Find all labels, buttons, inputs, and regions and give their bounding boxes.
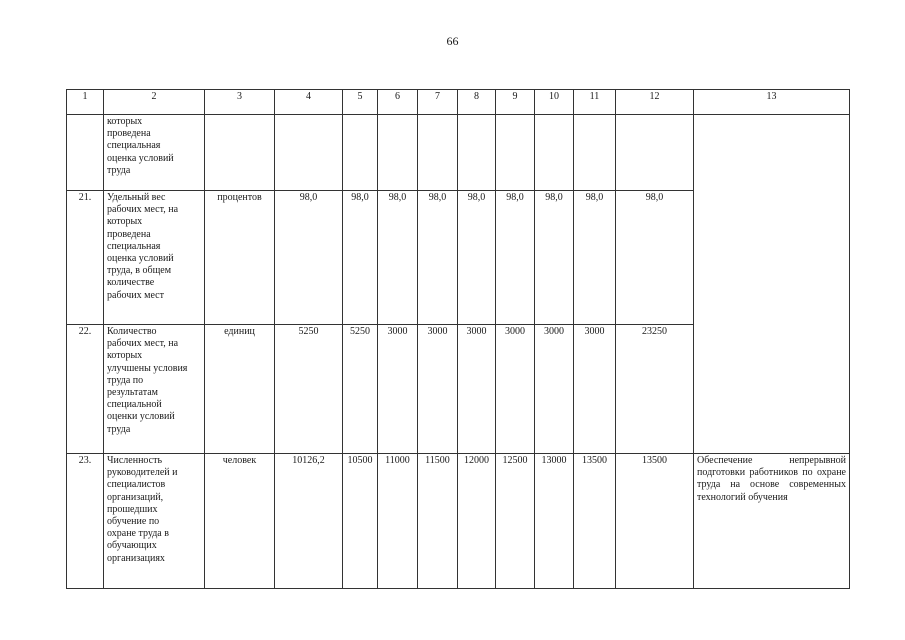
value-cell: 3000 [574,325,616,454]
value-cell: 98,0 [343,191,378,325]
column-header: 5 [343,90,378,115]
value-cell: 3000 [458,325,496,454]
row-number: 22. [67,325,104,454]
value-cell [378,115,418,191]
column-header: 1 [67,90,104,115]
value-cell: 10500 [343,454,378,589]
data-table [66,89,850,589]
value-cell: 98,0 [275,191,343,325]
value-cell: 13000 [535,454,574,589]
value-cell [343,115,378,191]
page-number: 66 [446,34,459,48]
value-cell: 98,0 [458,191,496,325]
table-row [67,115,850,191]
note-cell [694,115,850,454]
value-cell [616,115,694,191]
value-cell: 23250 [616,325,694,454]
table-header-row [67,90,850,115]
unit-cell [205,115,275,191]
row-number: 23. [67,454,104,589]
value-cell [535,115,574,191]
value-cell: 98,0 [418,191,458,325]
indicator-name: которых проведена специальная оценка условий труда [104,115,205,191]
value-cell: 98,0 [574,191,616,325]
value-cell: 3000 [535,325,574,454]
value-cell: 13500 [616,454,694,589]
value-cell: 13500 [574,454,616,589]
value-cell [275,115,343,191]
value-cell: 5250 [275,325,343,454]
value-cell: 98,0 [496,191,535,325]
column-header: 8 [458,90,496,115]
unit-cell: процентов [205,191,275,325]
unit-cell: человек [205,454,275,589]
row-number: 21. [67,191,104,325]
indicator-name: Численность руководителей и специалистов организаций, прошедших обучение по охране труда в обучающих организациях [104,454,205,589]
value-cell: 5250 [343,325,378,454]
column-header: 9 [496,90,535,115]
value-cell: 11500 [418,454,458,589]
value-cell: 11000 [378,454,418,589]
row-number [67,115,104,191]
value-cell: 12000 [458,454,496,589]
value-cell: 98,0 [535,191,574,325]
column-header: 13 [694,90,850,115]
value-cell: 3000 [496,325,535,454]
note-cell: Обеспечение непрерывной подготовки работников по охране труда на основе современных технологий обучения [694,454,850,589]
column-header: 6 [378,90,418,115]
column-header: 3 [205,90,275,115]
value-cell [458,115,496,191]
value-cell: 10126,2 [275,454,343,589]
table-row [67,454,850,589]
column-header: 7 [418,90,458,115]
value-cell: 3000 [418,325,458,454]
indicator-name: Количество рабочих мест, на которых улучшены условия труда по результатам специальной оценки условий труда [104,325,205,454]
value-cell [418,115,458,191]
indicator-name: Удельный вес рабочих мест, на которых проведена специальная оценка условий труда, в общем количестве рабочих мест [104,191,205,325]
column-header: 11 [574,90,616,115]
value-cell: 12500 [496,454,535,589]
unit-cell: единиц [205,325,275,454]
column-header: 4 [275,90,343,115]
value-cell [496,115,535,191]
column-header: 2 [104,90,205,115]
column-header: 12 [616,90,694,115]
value-cell: 98,0 [616,191,694,325]
value-cell: 98,0 [378,191,418,325]
column-header: 10 [535,90,574,115]
value-cell [574,115,616,191]
value-cell: 3000 [378,325,418,454]
